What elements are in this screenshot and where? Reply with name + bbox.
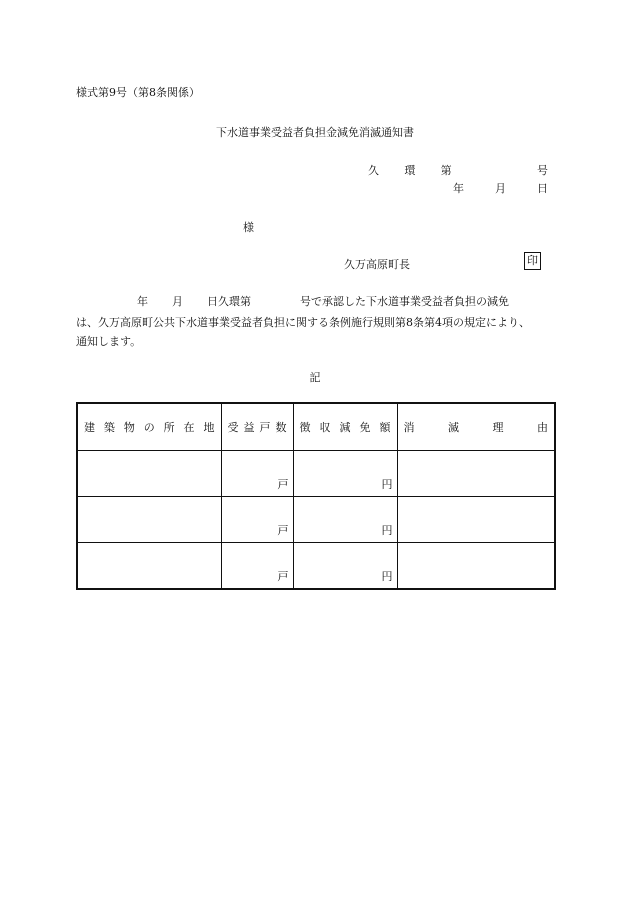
reason-cell[interactable] — [397, 543, 555, 590]
households-cell[interactable] — [221, 497, 293, 543]
body-line-3: 通知します。 — [76, 335, 142, 348]
date-month: 月 — [495, 182, 506, 195]
number-char-1: 久 — [368, 164, 379, 177]
form-label: 様式第9号（第8条関係） — [76, 86, 200, 99]
date-day: 日 — [537, 182, 548, 195]
amount-cell[interactable] — [293, 451, 397, 497]
table-row — [77, 497, 555, 543]
households-cell[interactable] — [221, 543, 293, 590]
header-building-location: 建 築 物 の 所 在 地 — [77, 403, 221, 451]
document-number-line — [368, 162, 548, 178]
amount-cell[interactable] — [293, 543, 397, 590]
issuer-title: 久万高原町長 — [344, 258, 410, 271]
number-char-2: 環 — [404, 164, 416, 177]
households-cell[interactable] — [221, 451, 293, 497]
body-month: 月 — [172, 295, 183, 308]
number-char-4: 号 — [536, 164, 548, 177]
households-unit: 戸 — [277, 570, 289, 583]
table-row — [77, 451, 555, 497]
notice-table — [76, 402, 556, 590]
body-approval-text: 号で承認した下水道事業受益者負担の減免 — [300, 295, 509, 308]
body-year: 年 — [137, 295, 148, 308]
document-title: 下水道事業受益者負担金減免消滅通知書 — [216, 126, 414, 139]
body-line-2: は、久万高原町公共下水道事業受益者負担に関する条例施行規則第8条第4項の規定により、 — [76, 316, 530, 329]
reason-cell[interactable] — [397, 497, 555, 543]
seal-stamp: 印 — [524, 252, 541, 270]
issue-date-line — [453, 180, 548, 196]
header-reduction-amount: 徴 収 減 免 額 — [293, 403, 397, 451]
location-cell[interactable] — [77, 451, 221, 497]
amount-cell[interactable] — [293, 497, 397, 543]
addressee-suffix: 様 — [243, 221, 254, 234]
households-unit: 戸 — [277, 524, 289, 537]
location-cell[interactable] — [77, 543, 221, 590]
body-day-ref: 日久環第 — [207, 295, 251, 308]
table-row — [77, 543, 555, 590]
header-extinction-reason: 消 滅 理 由 — [397, 403, 555, 451]
date-year: 年 — [453, 182, 464, 195]
location-cell[interactable] — [77, 497, 221, 543]
reason-cell[interactable] — [397, 451, 555, 497]
body-line-1 — [76, 293, 554, 309]
amount-unit: 円 — [381, 478, 393, 491]
header-beneficiary-households: 受 益 戸 数 — [221, 403, 293, 451]
memo-heading: 記 — [309, 371, 321, 384]
amount-unit: 円 — [381, 524, 393, 537]
amount-unit: 円 — [381, 570, 393, 583]
households-unit: 戸 — [277, 478, 289, 491]
number-char-3: 第 — [440, 164, 452, 177]
table-header-row — [77, 403, 555, 451]
